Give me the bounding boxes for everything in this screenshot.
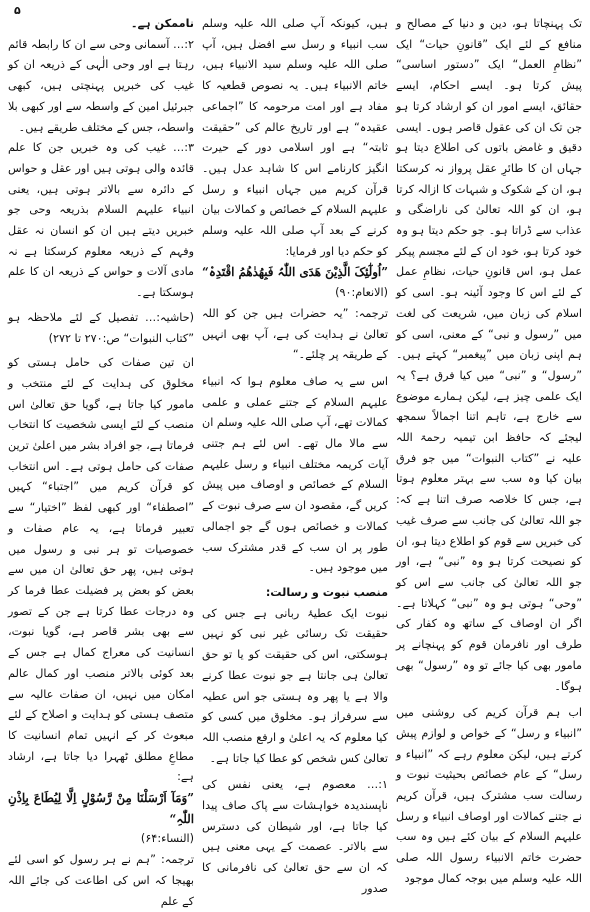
quran-verse: ”وَمَآ اَرْسَلْنَا مِنْ رَّسُوْلٍ اِلَّا لِیُطَاعَ بِاِذْنِ اللّٰہِ“: [8, 791, 194, 826]
verse-reference: (النساء:۶۴): [140, 832, 194, 846]
footnote: (حاشیہ:… تفصیل کے لئے ملاحظہ ہو ”کتاب النبوات“ ص:۲۷۰ تا ۲۷۲): [8, 310, 194, 345]
column-title: ناممکن ہے۔: [131, 17, 194, 30]
section-heading: منصب نبوت و رسالت:: [265, 585, 388, 599]
column-right: [396, 14, 582, 885]
paragraph: تک پہنچاتا ہو، دین و دنیا کے مصالح و منافع کے لئے ایک ”قانونِ حیات“ ایک ”نظامِ العمل“ ایک ”دستور اساسی“ پیش کرتا ہو۔ ایسے احکام، ایسے حقائق، ایسے امور ان کو ارشاد کرتا ہو جن تک ان کی عقول قاصر ہوں۔ ایسی دقیق و غامض باتوں کی اطلاع دیتا ہو جہاں ان کا طائرِ عقل پرواز نہ کرسکتا ہو، ان کے شکوک و شبہات کا ازالہ کرتا ہو، ان کو اللہ تعالیٰ کی ناراضگی و عذاب سے ڈراتا ہو۔ جو حکم دیتا ہو وہ خود کرتا ہو، خود ان کے لئے مجسم پیکر عمل ہو، اس قانونِ حیات، نظامِ عمل کے لئے اس کا وجود آئینہ ہو۔ اسی کو اسلام کی زبان میں، شریعت کی لغت میں ”رسول و نبی“ کے معنی، اسی کو ہم اپنی زبان میں ”پیغمبر“ کہتے ہیں۔ ”رسول“ و ”نبی“ میں کیا فرق ہے؟ یہ ایک علمی چیز ہے، لیکن ہمارے موضوع سے خارج ہے، تاہم اتنا اجمالاً سمجھ لیجئے کہ حافظ ابن تیمیہ رحمۃ اللہ علیہ نے ”کتاب النبوات“ میں جو فرق بیان کیا وہ سب سے بہتر معلوم ہوتا ہے، جس کا خلاصہ صرف اتنا ہے کہ: جو اللہ تعالیٰ کی جانب سے صرف غیب کی خبریں سے قوم کو اطلاع دیتا ہو، ان کو نصیحت کرتا ہو وہ ”نبی“ ہے، اور جو اللہ تعالیٰ کی جانب سے اس کو ”وحی“ ہوتی ہو وہ ”نبی“ کہلاتا ہے۔ اگر ان اوصاف کے ساتھ وہ کفار کی طرف اور نافرمان قوم کو پہنچانے پر مامور بھی کیا جائے تو وہ ”رسول“ بھی ہوگا۔: [396, 17, 582, 693]
paragraph: ان تین صفات کی حامل ہستی کو مخلوق کی ہدایت کے لئے منتخب و مامور کیا جاتا ہے، گویا حق تعالیٰ اس منصب کے لئے ایسی شخصیت کا انتخاب فرماتا ہے، جو افراد بشر میں اعلیٰ ترین صفات کی حامل ہوتی ہے۔ اس انتخاب کو قرآن کریم میں ”اجتباء“ کہیں ”اصطفاء“ اور کبھی لفظ ”اختیار“ سے تعبیر فرماتا ہے، یہ عام صفات و خصوصیات تو ہر نبی و رسول میں ہوتی ہیں، پھر حق تعالیٰ ان میں سے بعض کو بعض پر فضیلت عطا فرما کر وہ درجات عطا کرتا ہے جن کے تصور سے بھی بشر قاصر ہے، گویا نبوت، انسانیت کی معراج کمال ہے جس کے بعد کوئی بالاتر منصب اور کمال عالم امکان میں نہیں، ان صفات عالیہ سے متصف ہستی کو ہدایت و اصلاح کے لئے مبعوث کر کے انہیں تمام انسانیت کا مطاعِ مطلق ٹھہرا دیا جاتا ہے، ارشاد ہے:: [8, 356, 194, 784]
paragraph: اس سے یہ صاف معلوم ہوا کہ انبیاء علیہم السلام کے جتنے عملی و علمی کمالات تھے، آپ صلی اللہ علیہ وسلم ان سے مالا مال تھے۔ اس لئے ہم جتنی آیات کریمہ مختلف انبیاء و رسل علیہم السلام کے خصائص و اوصاف میں پیش کریں گے، مقصود ان سے صرف نبوت کے کمالات و خصائص ہوں گے جو اجمالی طور پر ان سب کے قدر مشترک سب میں موجود ہیں۔: [202, 374, 388, 575]
point-2: ۲:… آسمانی وحی سے ان کا رابطہ قائم رہتا ہے اور وحی الٰہی کے ذریعہ ان کو غیب کی خبریں پہنچتی ہیں، کبھی جبرئیل امین کے واسطہ سے اور کبھی بلا واسطہ، جس کے مختلف طریقے ہیں۔: [8, 37, 194, 134]
verse-translation: ترجمہ: ”یہ حضرات ہیں جن کو اللہ تعالیٰ نے ہدایت کی ہے، آپ بھی انہیں کے طریقہ پر چلئے۔“: [202, 306, 388, 362]
point-3: ۳:… غیب کی وہ خبریں جن کا علم قائدہ والی ہوتی ہیں اور عقل و حواس کے دائرہ سے بالاتر ہوتی ہیں، یعنی انبیاء علیہم السلام بذریعہ وحی جو خبریں دیتے ہیں ان کو انسان نہ عقل وفہم کے ذریعہ معلوم کرسکتا ہے نہ مادی آلات و حواس کے ذریعہ ان کا علم ہوسکتا ہے۔: [8, 141, 194, 300]
verse-translation: ترجمہ: ”ہم نے ہر رسول کو اسی لئے بھیجا کہ اس کی اطاعت کی جائے اللہ کے علم: [8, 853, 194, 908]
paragraph: ۱:… معصوم ہے، یعنی نفس کی ناپسندیدہ خواہشات سے پاک صاف پیدا کیا جاتا ہے، اور شیطان کی دسترس سے بالاتر۔ عصمت کے یہی معنی ہیں کہ ان سے حق تعالیٰ کی نافرمانی کا صدور: [202, 778, 388, 895]
column-middle: [202, 14, 388, 895]
paragraph: اب ہم قرآن کریم کی روشنی میں ”انبیاء و رسل“ کے خواص و لوازم پیش کرتے ہیں، لیکن معلوم رہے کہ ”انبیاء و رسل“ کے عام خصائص بحیثیت نبوت و رسالت سب مشترک ہیں، قرآن کریم نے جتنے کمالات اور اوصاف انبیاء و رسل علیہم السلام کے بیان کئے ہیں وہ سب حضرت خاتم الانبیاء رسول اللہ صلی اللہ علیہ وسلم میں بوجہ کمال موجود: [396, 706, 582, 885]
page-number: ۵: [14, 4, 21, 17]
quran-verse: ”اُولٰٓئِکَ الَّذِیْنَ ھَدَی اللّٰہُ فَبِھُدٰھُمُ اقْتَدِہْ“: [202, 265, 388, 280]
paragraph: نبوت ایک عطیۂ ربانی ہے جس کی حقیقت تک رسائی غیر نبی کو نہیں ہوسکتی، اس کی حقیقت کو یا تو حق تعالیٰ ہی جانتا ہے جو نبوت عطا کرنے والا ہے یا پھر وہ ہستی جو اس عطیہ سے سرفراز ہو۔ مخلوق میں کسی کو کیا معلوم کہ یہ اعلیٰ و ارفع منصب اللہ تعالیٰ کس شخص کو عطا کیا جاتا ہے۔: [202, 606, 388, 765]
column-left: [8, 14, 194, 908]
verse-reference: (الانعام:۹۰): [335, 286, 388, 300]
text-columns: [8, 14, 582, 908]
paragraph: ہیں، کیونکہ آپ صلی اللہ علیہ وسلم سب انبیاء و رسل سے افضل ہیں، آپ صلی اللہ علیہ وسلم سید الانبیاء ہیں، خاتم الانبیاء ہیں۔ یہ نصوص قطعیہ کا مفاد ہے اور امت مرحومہ کا ”اجماعی عقیدہ“ ہے اور تاریخ عالم کی ”حقیقت ثابتہ“ ہے اور اسلامی دور کے حیرت انگیز کارنامے اس کا شاہد عدل ہیں۔ قرآن کریم میں جہاں انبیاء و رسل علیہم السلام کے خصائص و کمالات بیان کرنے کے بعد آپ صلی اللہ علیہ وسلم کو حکم دیا اور فرمایا:: [202, 17, 388, 258]
